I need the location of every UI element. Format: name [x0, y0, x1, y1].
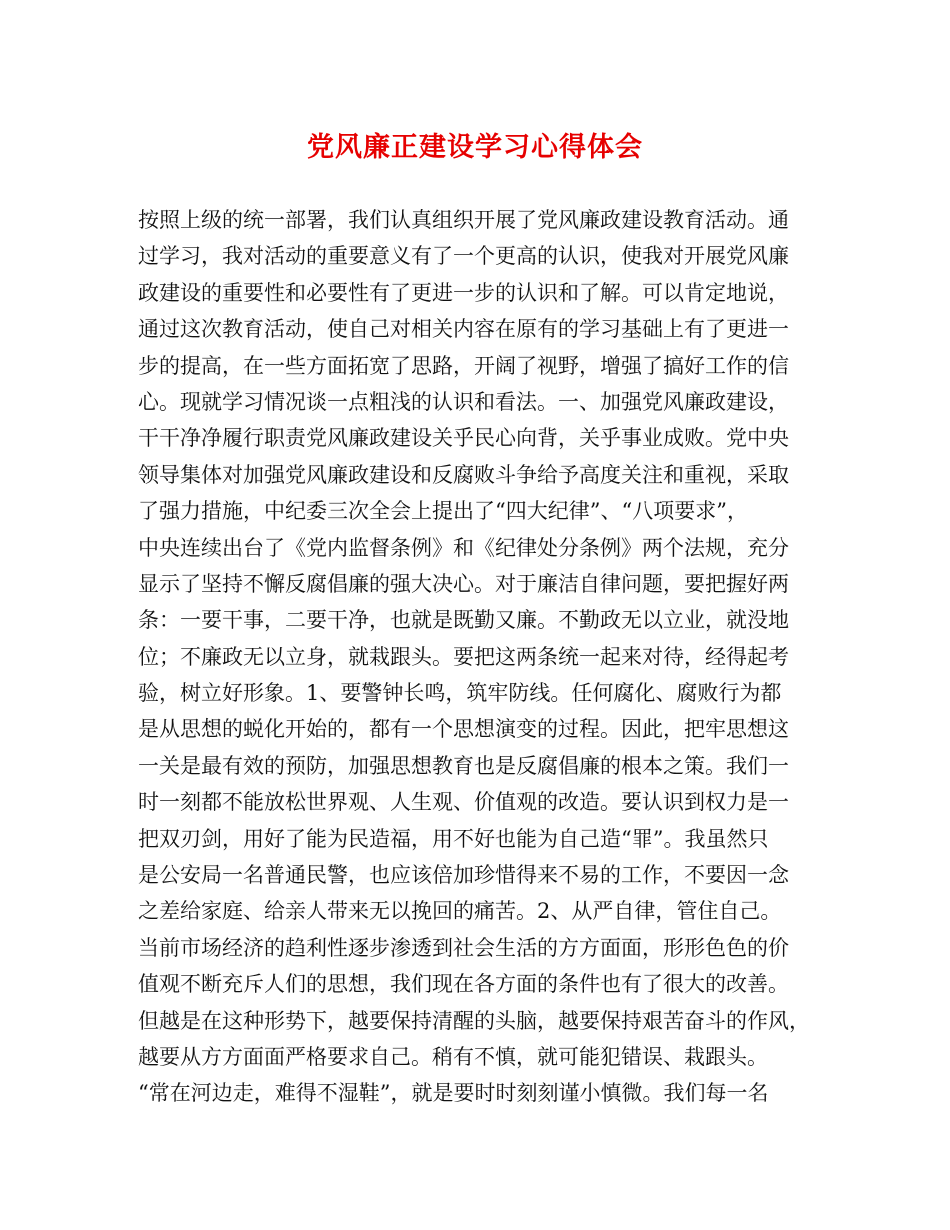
body-line: 按照上级的统一部署，我们认真组织开展了党风廉政建设教育活动。通 — [138, 208, 789, 232]
body-line: “常在河边走，难得不湿鞋”，就是要时时刻刻谨小慎微。我们每一名 — [138, 1081, 769, 1106]
body-line: 过学习，我对活动的重要意义有了一个更高的认识，使我对开展党风廉 — [138, 244, 789, 269]
body-line: 干干净净履行职责党风廉政建设关乎民心向背，关乎事业成败。党中央 — [138, 426, 789, 451]
body-line: 验，树立好形象。1、要警钟长鸣，筑牢防线。任何腐化、腐败行为都 — [138, 681, 782, 706]
body-line: 心。现就学习情况谈一点粗浅的认识和看法。一、加强党风廉政建设， — [138, 389, 789, 414]
document-body — [138, 202, 838, 1112]
document-title: 党风廉正建设学习心得体会 — [307, 132, 643, 163]
body-line: 是从思想的蜕化开始的，都有一个思想演变的过程。因此，把牢思想这 — [138, 717, 789, 742]
body-line: 一关是最有效的预防，加强思想教育也是反腐倡廉的根本之策。我们一 — [138, 753, 789, 778]
body-line: 但越是在这种形势下，越要保持清醒的头脑，越要保持艰苦奋斗的作风， — [138, 1008, 810, 1033]
body-line: 把双刃剑，用好了能为民造福，用不好也能为自己造“罪”。我虽然只 — [138, 826, 769, 851]
body-line: 了强力措施，中纪委三次全会上提出了“四大纪律”、“八项要求”， — [138, 499, 748, 524]
body-line: 政建设的重要性和必要性有了更进一步的认识和了解。可以肯定地说， — [138, 280, 789, 305]
body-line: 当前市场经济的趋利性逐步渗透到社会生活的方方面面，形形色色的价 — [138, 935, 789, 960]
body-line: 条：一要干事，二要干净，也就是既勤又廉。不勤政无以立业，就没地 — [138, 608, 789, 633]
body-line: 通过这次教育活动，使自己对相关内容在原有的学习基础上有了更进一 — [138, 317, 789, 342]
body-line: 领导集体对加强党风廉政建设和反腐败斗争给予高度关注和重视，采取 — [138, 462, 789, 487]
body-line: 时一刻都不能放松世界观、人生观、价值观的改造。要认识到权力是一 — [138, 790, 789, 815]
body-line: 越要从方方面面严格要求自己。稍有不慎，就可能犯错误、栽跟头。 — [138, 1044, 768, 1069]
body-line: 位；不廉政无以立身，就栽跟头。要把这两条统一起来对待，经得起考 — [138, 644, 789, 669]
body-line: 是公安局一名普通民警，也应该倍加珍惜得来不易的工作，不要因一念 — [138, 863, 789, 888]
body-line: 中央连续出台了《党内监督条例》和《纪律处分条例》两个法规，充分 — [138, 535, 789, 560]
body-line: 之差给家庭、给亲人带来无以挽回的痛苦。2、从严自律，管住自己。 — [138, 899, 782, 924]
body-line: 值观不断充斥人们的思想，我们现在各方面的条件也有了很大的改善。 — [138, 972, 789, 997]
body-line: 步的提高，在一些方面拓宽了思路，开阔了视野，增强了搞好工作的信 — [138, 353, 789, 378]
body-line: 显示了坚持不懈反腐倡廉的强大决心。对于廉洁自律问题，要把握好两 — [138, 571, 789, 596]
